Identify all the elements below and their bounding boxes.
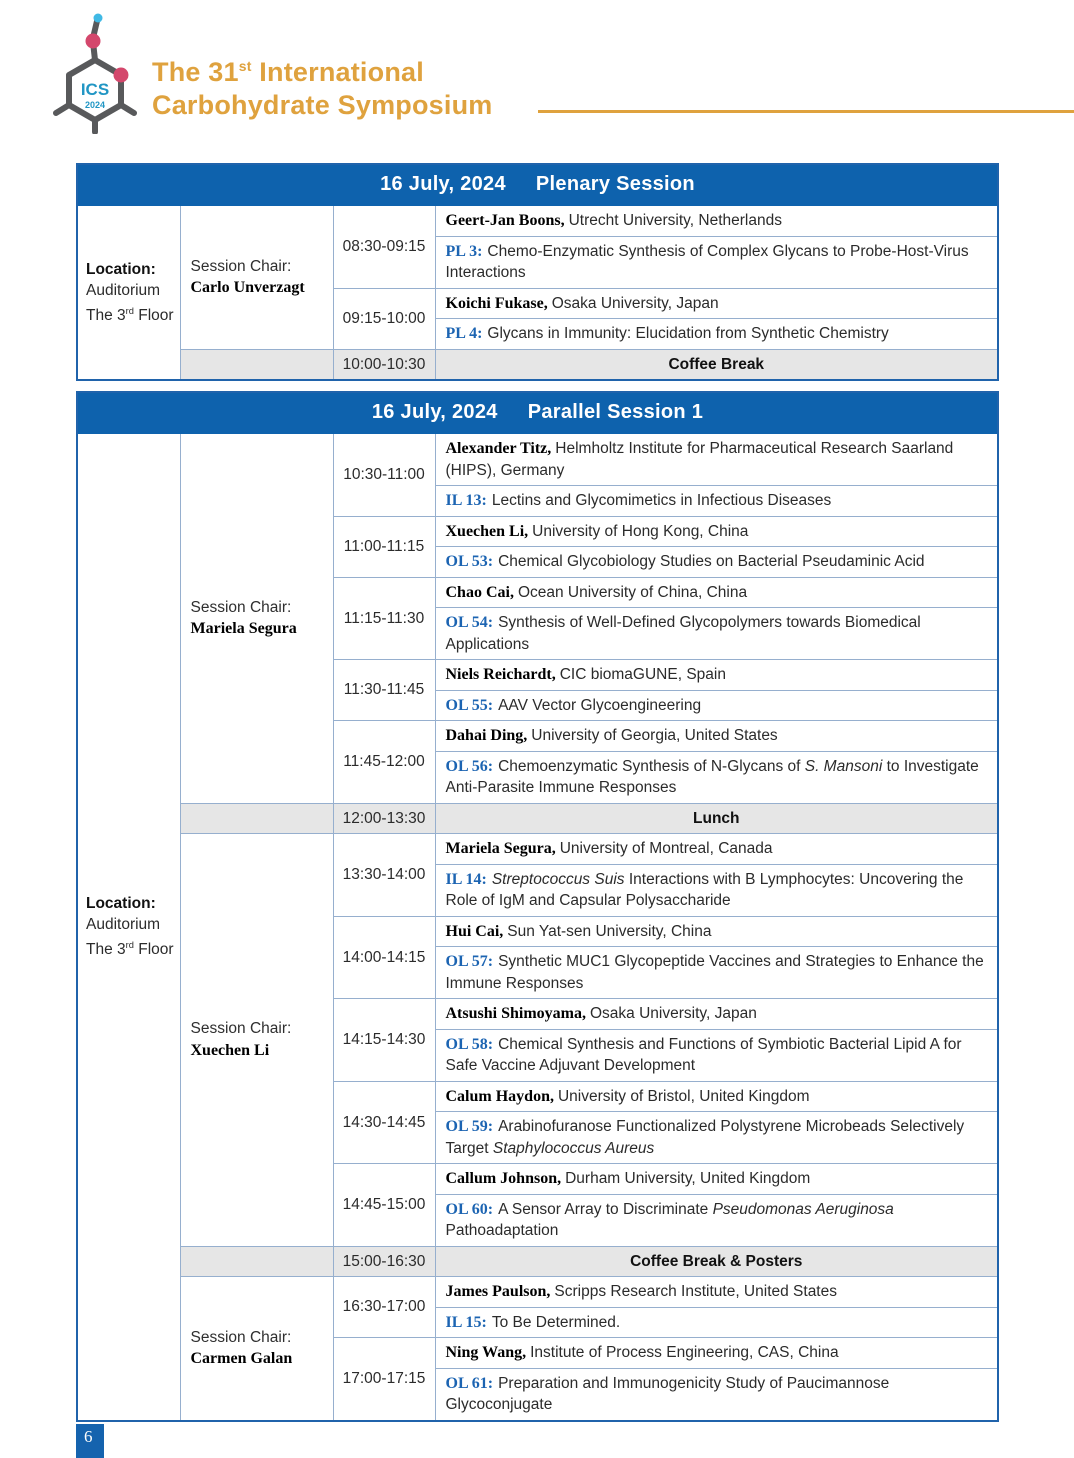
location-floor: The 3rd Floor <box>86 305 174 325</box>
session-chair-name: Xuechen Li <box>190 1041 270 1059</box>
break-empty-cell <box>180 349 333 380</box>
speaker-cell <box>435 721 998 752</box>
page-number-badge: 6 <box>76 1424 104 1458</box>
time-cell: 13:30-14:00 <box>333 834 435 917</box>
talk-code: OL 54: <box>445 614 494 631</box>
speaker-name: Niels Reichardt, <box>445 666 556 683</box>
break-label: Lunch <box>435 803 998 834</box>
speaker-affiliation: University of Montreal, Canada <box>559 840 773 857</box>
speaker-cell <box>435 1277 998 1308</box>
speaker-affiliation: Utrecht University, Netherlands <box>568 212 782 229</box>
session-chair-label: Session Chair: <box>190 1020 292 1038</box>
session-chair-name: Carmen Galan <box>190 1350 293 1368</box>
talk-code: OL 56: <box>445 757 494 775</box>
talk-title-cell <box>435 1368 998 1421</box>
symposium-title <box>152 50 492 122</box>
talk-title-text: Arabinofuranose Functionalized Polystyrene Microbeads Selectively Target <box>445 1118 965 1157</box>
talk-title-text: Synthesis of Well-Defined Glycopolymers towards Biomedical Applications <box>445 614 921 653</box>
talk-title-text: A Sensor Array to Discriminate <box>498 1200 713 1218</box>
break-empty-cell <box>180 1246 333 1277</box>
break-time-cell: 12:00-13:30 <box>333 803 435 834</box>
talk-title-cell <box>435 1194 998 1246</box>
talk-title-text: To Be Determined. <box>491 1313 621 1331</box>
talk-title-cell <box>435 547 998 578</box>
talk-code: IL 14: <box>445 870 487 888</box>
speaker-name: Mariela Segura, <box>445 840 556 857</box>
session-chair-name: Mariela Segura <box>190 620 297 638</box>
speaker-cell <box>435 1338 998 1369</box>
speaker-affiliation: Durham University, United Kingdom <box>565 1170 811 1187</box>
session-date: 16 July, 2024 <box>371 401 498 424</box>
accent-rule <box>538 110 1074 113</box>
talk-code: OL 59: <box>445 1118 494 1135</box>
parallel-header-row <box>77 392 998 434</box>
location-cell <box>77 206 180 381</box>
speaker-name: James Paulson, <box>445 1283 551 1300</box>
parallel-header-cell <box>77 392 998 434</box>
sugar-ring-logo-icon <box>50 8 146 134</box>
speaker-name: Dahai Ding, <box>445 727 528 744</box>
speaker-name: Callum Johnson, <box>445 1170 562 1187</box>
logo-acronym: ICS <box>80 80 110 99</box>
speaker-cell <box>435 288 998 319</box>
location-venue: Auditorium <box>86 281 161 299</box>
break-row <box>77 1246 998 1277</box>
talk-code: OL 60: <box>445 1200 494 1218</box>
symposium-title-line1: The 31st International <box>152 57 424 87</box>
speaker-name: Alexander Titz, <box>445 440 552 457</box>
talk-title-italic: Streptococcus Suis <box>491 870 625 888</box>
speaker-cell <box>435 206 998 237</box>
talk-title-text: Interactions with B Lymphocytes: Uncovering the Role of IgM and Capsular Polysaccharide <box>445 870 964 909</box>
speaker-affiliation: Ocean University of China, China <box>517 583 748 601</box>
time-cell: 14:30-14:45 <box>333 1081 435 1164</box>
plenary-header-row <box>77 164 998 206</box>
break-label: Coffee Break <box>435 349 998 380</box>
talk-title-cell <box>435 236 998 288</box>
talk-title-text: to Investigate Anti-Parasite Immune Responses <box>445 757 979 796</box>
speaker-affiliation: University of Hong Kong, China <box>532 522 749 540</box>
session-chair-label: Session Chair: <box>190 1328 292 1346</box>
break-empty-cell <box>180 803 333 834</box>
break-row <box>77 349 998 380</box>
time-cell: 14:15-14:30 <box>333 999 435 1082</box>
speaker-affiliation: Sun Yat-sen University, China <box>507 922 712 940</box>
talk-title-text: Glycans in Immunity: Elucidation from Synthetic Chemistry <box>487 325 889 342</box>
session-chair-name: Carlo Unverzagt <box>190 279 305 297</box>
session-date: 16 July, 2024 <box>380 173 506 196</box>
speaker-affiliation: Scripps Research Institute, United States <box>554 1283 837 1300</box>
talk-title-text: Pathoadaptation <box>445 1222 559 1239</box>
speaker-cell <box>435 434 998 486</box>
plenary-header-cell <box>77 164 998 206</box>
talk-code: PL 4: <box>445 325 483 342</box>
speaker-cell <box>435 516 998 547</box>
location-label: Location: <box>86 260 156 278</box>
talk-title-text: Chemical Glycobiology Studies on Bacterial Pseudaminic Acid <box>498 553 925 570</box>
table-row <box>77 434 998 486</box>
speaker-cell <box>435 1081 998 1112</box>
talk-code: OL 53: <box>445 553 494 570</box>
session-name: Parallel Session 1 <box>527 401 704 424</box>
talk-title-text: Lectins and Glycomimetics in Infectious Diseases <box>491 492 832 509</box>
location-floor: The 3rd Floor <box>86 940 174 959</box>
parallel-session-table <box>76 391 997 1422</box>
session-chair-label: Session Chair: <box>190 598 292 616</box>
time-cell: 14:45-15:00 <box>333 1164 435 1247</box>
table-row <box>77 834 998 865</box>
talk-code: OL 58: <box>445 1035 494 1053</box>
speaker-cell <box>435 834 998 865</box>
time-cell: 10:30-11:00 <box>333 434 435 517</box>
session-chair-label: Session Chair: <box>190 257 292 275</box>
speaker-name: Hui Cai, <box>445 922 504 940</box>
talk-title-cell <box>435 319 998 350</box>
speaker-name: Geert-Jan Boons, <box>445 212 565 229</box>
symposium-title-line2: Carbohydrate Symposium <box>152 90 493 120</box>
location-label: Location: <box>86 895 156 913</box>
talk-title-italic: Pseudomonas Aeruginosa <box>712 1200 894 1218</box>
talk-title-cell <box>435 486 998 517</box>
table-row <box>77 206 998 237</box>
time-cell: 09:15-10:00 <box>333 288 435 349</box>
talk-code: PL 3: <box>445 242 483 260</box>
talk-title-text: Preparation and Immunogenicity Study of Paucimannose Glycoconjugate <box>445 1374 890 1413</box>
talk-title-italic: S. Mansoni <box>804 757 883 775</box>
talk-title-text: AAV Vector Glycoengineering <box>498 696 702 714</box>
talk-title-cell <box>435 1029 998 1081</box>
break-time-cell: 15:00-16:30 <box>333 1246 435 1277</box>
speaker-affiliation: Helmholtz Institute for Pharmaceutical Research Saarland (HIPS), Germany <box>445 440 954 479</box>
time-cell: 08:30-09:15 <box>333 206 435 289</box>
talk-title-cell <box>435 864 998 916</box>
location-venue: Auditorium <box>86 916 161 934</box>
talk-title-cell <box>435 947 998 999</box>
talk-title-text: Chemo-Enzymatic Synthesis of Complex Glycans to Probe-Host-Virus Interactions <box>445 242 969 281</box>
talk-title-text: Synthetic MUC1 Glycopeptide Vaccines and Strategies to Enhance the Immune Responses <box>445 953 984 992</box>
speaker-affiliation: Institute of Process Engineering, CAS, China <box>530 1344 839 1361</box>
time-cell: 11:00-11:15 <box>333 516 435 577</box>
table-row <box>77 1277 998 1308</box>
talk-title-italic: Staphylococcus Aureus <box>492 1139 655 1157</box>
speaker-name: Koichi Fukase, <box>445 294 548 312</box>
talk-title-text: Chemical Synthesis and Functions of Symbiotic Bacterial Lipid A for Safe Vaccine Adjuvant Development <box>445 1035 962 1074</box>
session-name: Plenary Session <box>535 173 695 196</box>
session-chair-cell <box>180 206 333 350</box>
break-row <box>77 803 998 834</box>
speaker-cell <box>435 660 998 691</box>
talk-title-cell <box>435 751 998 803</box>
talk-code: OL 61: <box>445 1374 494 1392</box>
plenary-session-table <box>76 163 997 381</box>
time-cell: 17:00-17:15 <box>333 1338 435 1421</box>
speaker-affiliation: Osaka University, Japan <box>551 294 719 312</box>
speaker-name: Calum Haydon, <box>445 1087 554 1105</box>
session-chair-cell <box>180 1277 333 1421</box>
speaker-cell <box>435 999 998 1030</box>
time-cell: 16:30-17:00 <box>333 1277 435 1338</box>
break-label: Coffee Break & Posters <box>435 1246 998 1277</box>
talk-code: OL 57: <box>445 953 494 970</box>
speaker-name: Atsushi Shimoyama, <box>445 1005 586 1022</box>
talk-title-cell <box>435 1307 998 1338</box>
talk-code: OL 55: <box>445 696 494 714</box>
talk-title-cell <box>435 690 998 721</box>
talk-code: IL 13: <box>445 492 487 509</box>
speaker-cell <box>435 916 998 947</box>
speaker-affiliation: University of Georgia, United States <box>531 727 778 744</box>
logo-year: 2024 <box>84 100 106 110</box>
location-cell <box>77 434 180 1421</box>
time-cell: 14:00-14:15 <box>333 916 435 999</box>
talk-code: IL 15: <box>445 1313 487 1331</box>
break-time-cell: 10:00-10:30 <box>333 349 435 380</box>
session-chair-cell <box>180 434 333 804</box>
speaker-cell <box>435 577 998 608</box>
speaker-affiliation: University of Bristol, United Kingdom <box>557 1087 810 1105</box>
speaker-name: Xuechen Li, <box>445 522 529 540</box>
speaker-affiliation: CIC biomaGUNE, Spain <box>559 666 726 683</box>
talk-title-text: Chemoenzymatic Synthesis of N-Glycans of <box>498 757 805 775</box>
time-cell: 11:15-11:30 <box>333 577 435 660</box>
time-cell: 11:30-11:45 <box>333 660 435 721</box>
time-cell: 11:45-12:00 <box>333 721 435 804</box>
ics-logo <box>50 8 146 139</box>
speaker-name: Ning Wang, <box>445 1344 527 1361</box>
speaker-affiliation: Osaka University, Japan <box>589 1005 757 1022</box>
speaker-cell <box>435 1164 998 1195</box>
speaker-name: Chao Cai, <box>445 583 514 601</box>
talk-title-cell <box>435 608 998 660</box>
talk-title-cell <box>435 1112 998 1164</box>
session-chair-cell <box>180 834 333 1247</box>
